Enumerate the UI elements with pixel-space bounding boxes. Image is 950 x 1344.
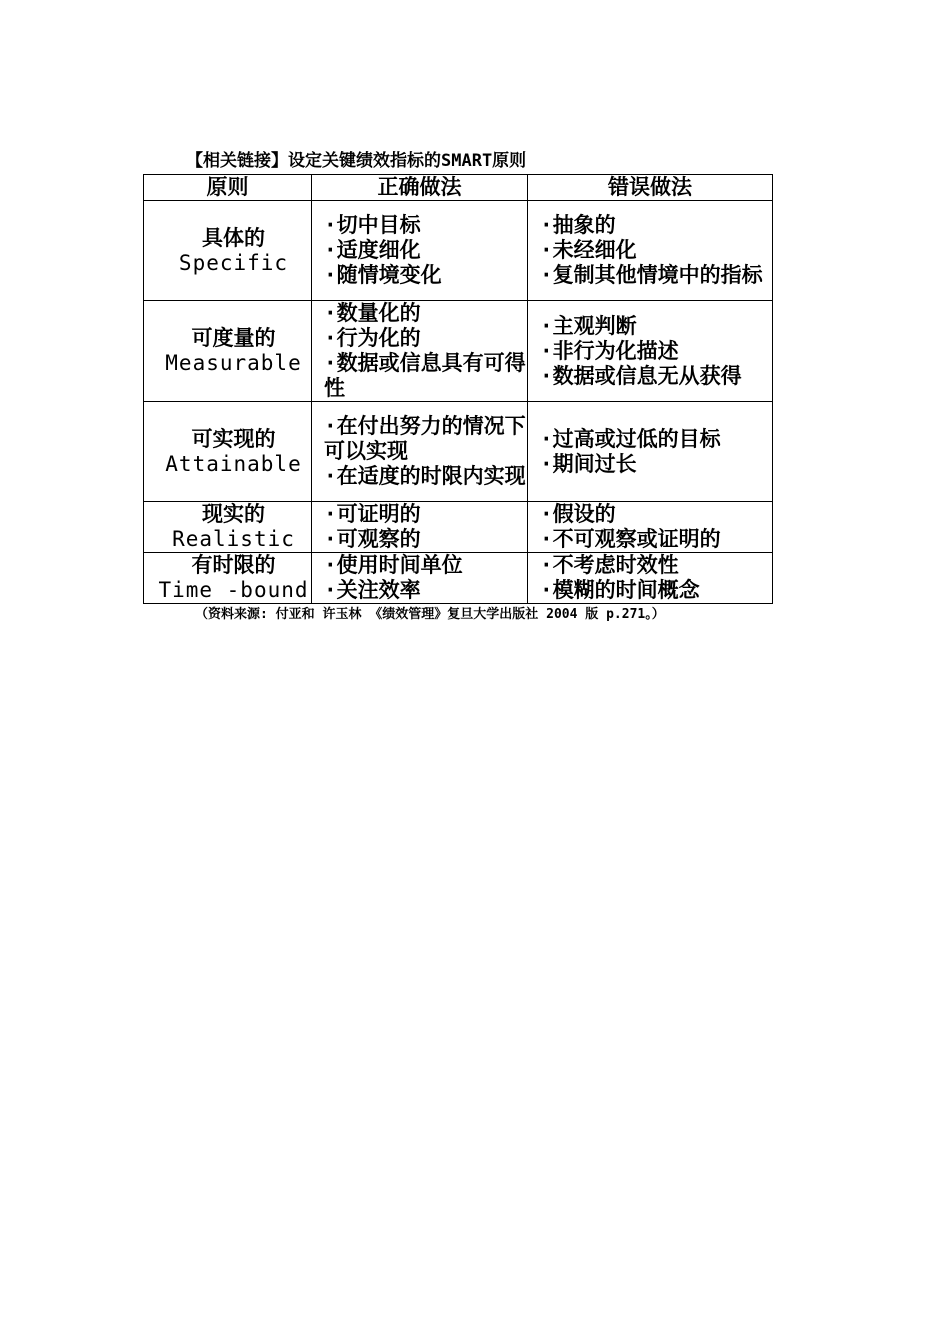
table-caption: 【相关链接】设定关键绩效指标的SMART原则 (186, 151, 527, 171)
principle-cn: 可实现的 (191, 426, 276, 451)
principle-cell (144, 402, 312, 502)
list-item: ·不可观察或证明的 (540, 527, 721, 551)
list-item: ·数据或信息无从获得 (540, 363, 742, 388)
correct-cell (312, 201, 528, 301)
list-item: ·不考虑时效性 (540, 553, 679, 577)
list-item: ·在付出努力的情况下可以实现 (324, 414, 526, 463)
correct-cell (312, 553, 528, 604)
header-row (144, 175, 773, 201)
wrong-cell (528, 301, 773, 402)
table-row (144, 201, 773, 301)
list-item: ·假设的 (540, 502, 616, 526)
list-item: ·可观察的 (324, 527, 421, 551)
principle-cn: 现实的 (202, 502, 265, 526)
wrong-cell (528, 553, 773, 604)
list-item: ·期间过长 (540, 451, 637, 476)
header-principle: 原则 (144, 175, 312, 201)
wrong-cell (528, 402, 773, 502)
list-item: ·抽象的 (540, 213, 616, 237)
principle-cell (144, 201, 312, 301)
correct-cell (312, 402, 528, 502)
principle-cn: 具体的 (202, 225, 265, 250)
principle-en: Time -bound (158, 578, 309, 602)
correct-cell (312, 502, 528, 553)
list-item: ·复制其他情境中的指标 (540, 263, 763, 287)
principle-en: Specific (178, 250, 289, 275)
principle-cn: 可度量的 (191, 326, 276, 350)
header-wrong: 错误做法 (528, 175, 773, 201)
source-citation: （资料来源: 付亚和 许玉林 《绩效管理》复旦大学出版社 2004 版 p.271。） (195, 607, 665, 622)
principle-en: Realistic (172, 527, 295, 551)
smart-principles-table (143, 174, 773, 604)
list-item: ·过高或过低的目标 (540, 426, 721, 451)
table-row (144, 402, 773, 502)
list-item: ·在适度的时限内实现 (324, 464, 526, 488)
correct-cell (312, 301, 528, 402)
principle-cell (144, 301, 312, 402)
principle-cell (144, 553, 312, 604)
list-item: ·模糊的时间概念 (540, 578, 700, 602)
list-item: ·数据或信息具有可得性 (324, 351, 526, 400)
list-item: ·适度细化 (324, 238, 421, 262)
table-row (144, 301, 773, 402)
principle-en: Attainable (165, 451, 302, 476)
list-item: ·随情境变化 (324, 263, 442, 287)
list-item: ·关注效率 (324, 578, 421, 602)
list-item: ·数量化的 (324, 301, 421, 325)
principle-cn: 有时限的 (191, 553, 276, 577)
list-item: ·切中目标 (324, 213, 421, 237)
list-item: ·使用时间单位 (324, 553, 463, 577)
wrong-cell (528, 201, 773, 301)
list-item: ·非行为化描述 (540, 338, 679, 363)
header-correct: 正确做法 (312, 175, 528, 201)
principle-en: Measurable (165, 351, 302, 375)
table-row (144, 502, 773, 553)
list-item: ·未经细化 (540, 238, 637, 262)
table-row (144, 553, 773, 604)
wrong-cell (528, 502, 773, 553)
principle-cell (144, 502, 312, 553)
list-item: ·可证明的 (324, 502, 421, 526)
list-item: ·主观判断 (540, 313, 637, 338)
list-item: ·行为化的 (324, 326, 421, 350)
